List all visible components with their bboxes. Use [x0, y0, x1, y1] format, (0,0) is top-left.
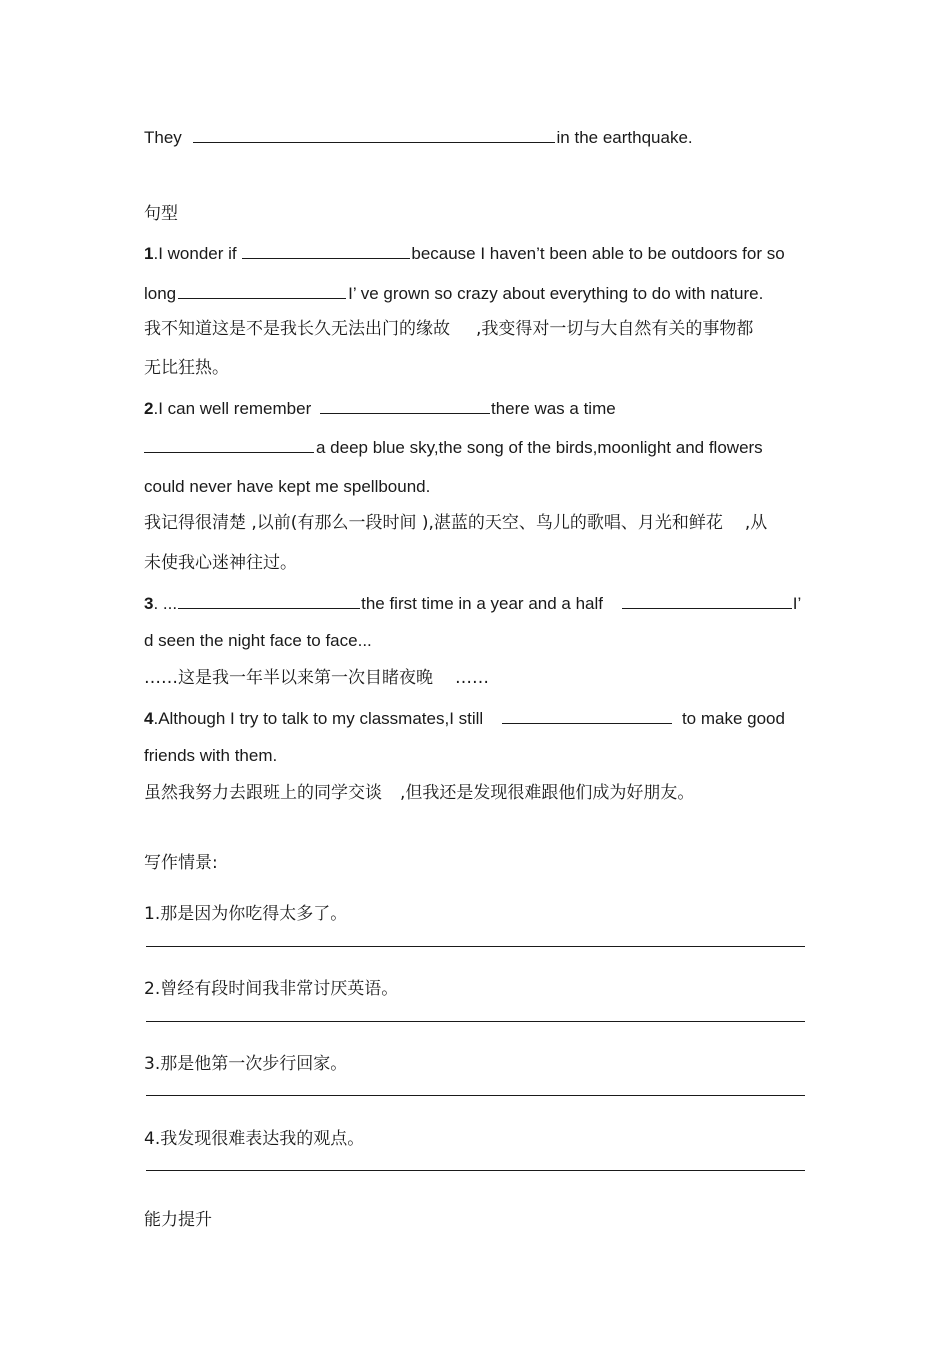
writing-prompt-3: 3.那是他第一次步行回家。	[144, 1054, 348, 1074]
text-segment: long	[144, 284, 177, 303]
answer-blank[interactable]	[178, 282, 346, 299]
text-segment: a deep blue sky,the song of the birds,moonlight and flowers	[316, 438, 763, 457]
text-segment: the first time in a year and a half	[361, 594, 603, 613]
answer-blank[interactable]	[178, 592, 360, 609]
text-segment: I’	[792, 594, 802, 613]
intro-pre-text: They	[144, 128, 182, 147]
pattern-1-translation-line-2: 无比狂热。	[144, 358, 229, 378]
text-segment: I’ ve grown so crazy about everything to do with nature.	[348, 284, 764, 303]
writing-prompt-1: 1.那是因为你吃得太多了。	[144, 904, 348, 924]
text-segment: ,但我还是发现很难跟他们成为好朋友。	[400, 783, 695, 803]
text-segment: . ...	[153, 594, 178, 613]
text-segment: 我不知道这是不是我长久无法出门的缘故	[144, 319, 450, 339]
text-segment: 虽然我努力去跟班上的同学交谈	[144, 783, 382, 803]
item-number: 1	[144, 244, 154, 263]
intro-post-text: in the earthquake.	[556, 128, 693, 147]
pattern-4-translation	[144, 782, 694, 804]
answer-blank[interactable]	[242, 242, 410, 259]
item-number: 3	[144, 594, 154, 613]
writing-answer-line-2[interactable]	[146, 1021, 805, 1022]
pattern-3-line-2: d seen the night face to face...	[144, 631, 372, 650]
pattern-3-translation	[144, 667, 489, 689]
text-segment: 我记得很清楚 ,以前(有那么一段时间 ),湛蓝的天空、鸟儿的歌唱、月光和鲜花	[144, 513, 723, 533]
answer-blank[interactable]	[622, 592, 792, 609]
answer-blank[interactable]	[144, 436, 314, 453]
text-segment: there was a time	[490, 399, 616, 418]
writing-answer-line-4[interactable]	[146, 1170, 805, 1171]
pattern-4-line-2: friends with them.	[144, 746, 278, 765]
text-segment: to make good	[681, 709, 785, 728]
writing-prompt-4: 4.我发现很难表达我的观点。	[144, 1129, 365, 1149]
text-segment: ,从	[744, 513, 768, 533]
pattern-2-line-1	[144, 397, 616, 420]
item-number: 4	[144, 709, 154, 728]
writing-prompt-2: 2.曾经有段时间我非常讨厌英语。	[144, 979, 399, 999]
answer-blank[interactable]	[193, 126, 555, 143]
text-segment: ……	[455, 668, 489, 688]
pattern-2-line-2	[144, 436, 763, 459]
writing-answer-line-1[interactable]	[146, 946, 805, 947]
pattern-1-translation-line-1	[144, 318, 753, 340]
section-heading-writing: 写作情景:	[144, 853, 218, 873]
text-segment: .I wonder if	[153, 244, 237, 263]
text-segment: ,我变得对一切与大自然有关的事物都	[476, 319, 754, 339]
answer-blank[interactable]	[502, 707, 672, 724]
text-segment: ……这是我一年半以来第一次目睹夜晚	[144, 668, 433, 688]
intro-sentence	[144, 126, 693, 149]
section-heading-ability: 能力提升	[144, 1210, 212, 1230]
pattern-1-line-2	[144, 282, 763, 305]
section-heading-sentence-patterns: 句型	[144, 204, 178, 224]
pattern-1-line-1	[144, 242, 785, 265]
pattern-4-line-1	[144, 707, 785, 730]
item-number: 2	[144, 399, 154, 418]
pattern-2-translation-line-2: 未使我心迷神往过。	[144, 553, 297, 573]
writing-answer-line-3[interactable]	[146, 1095, 805, 1096]
pattern-2-translation-line-1	[144, 512, 767, 534]
pattern-2-line-3: could never have kept me spellbound.	[144, 477, 431, 496]
text-segment: because I haven’t been able to be outdoors for so	[411, 244, 785, 263]
text-segment: .I can well remember	[153, 399, 312, 418]
answer-blank[interactable]	[320, 397, 490, 414]
text-segment: .Although I try to talk to my classmates,I still	[153, 709, 484, 728]
pattern-3-line-1	[144, 592, 801, 615]
